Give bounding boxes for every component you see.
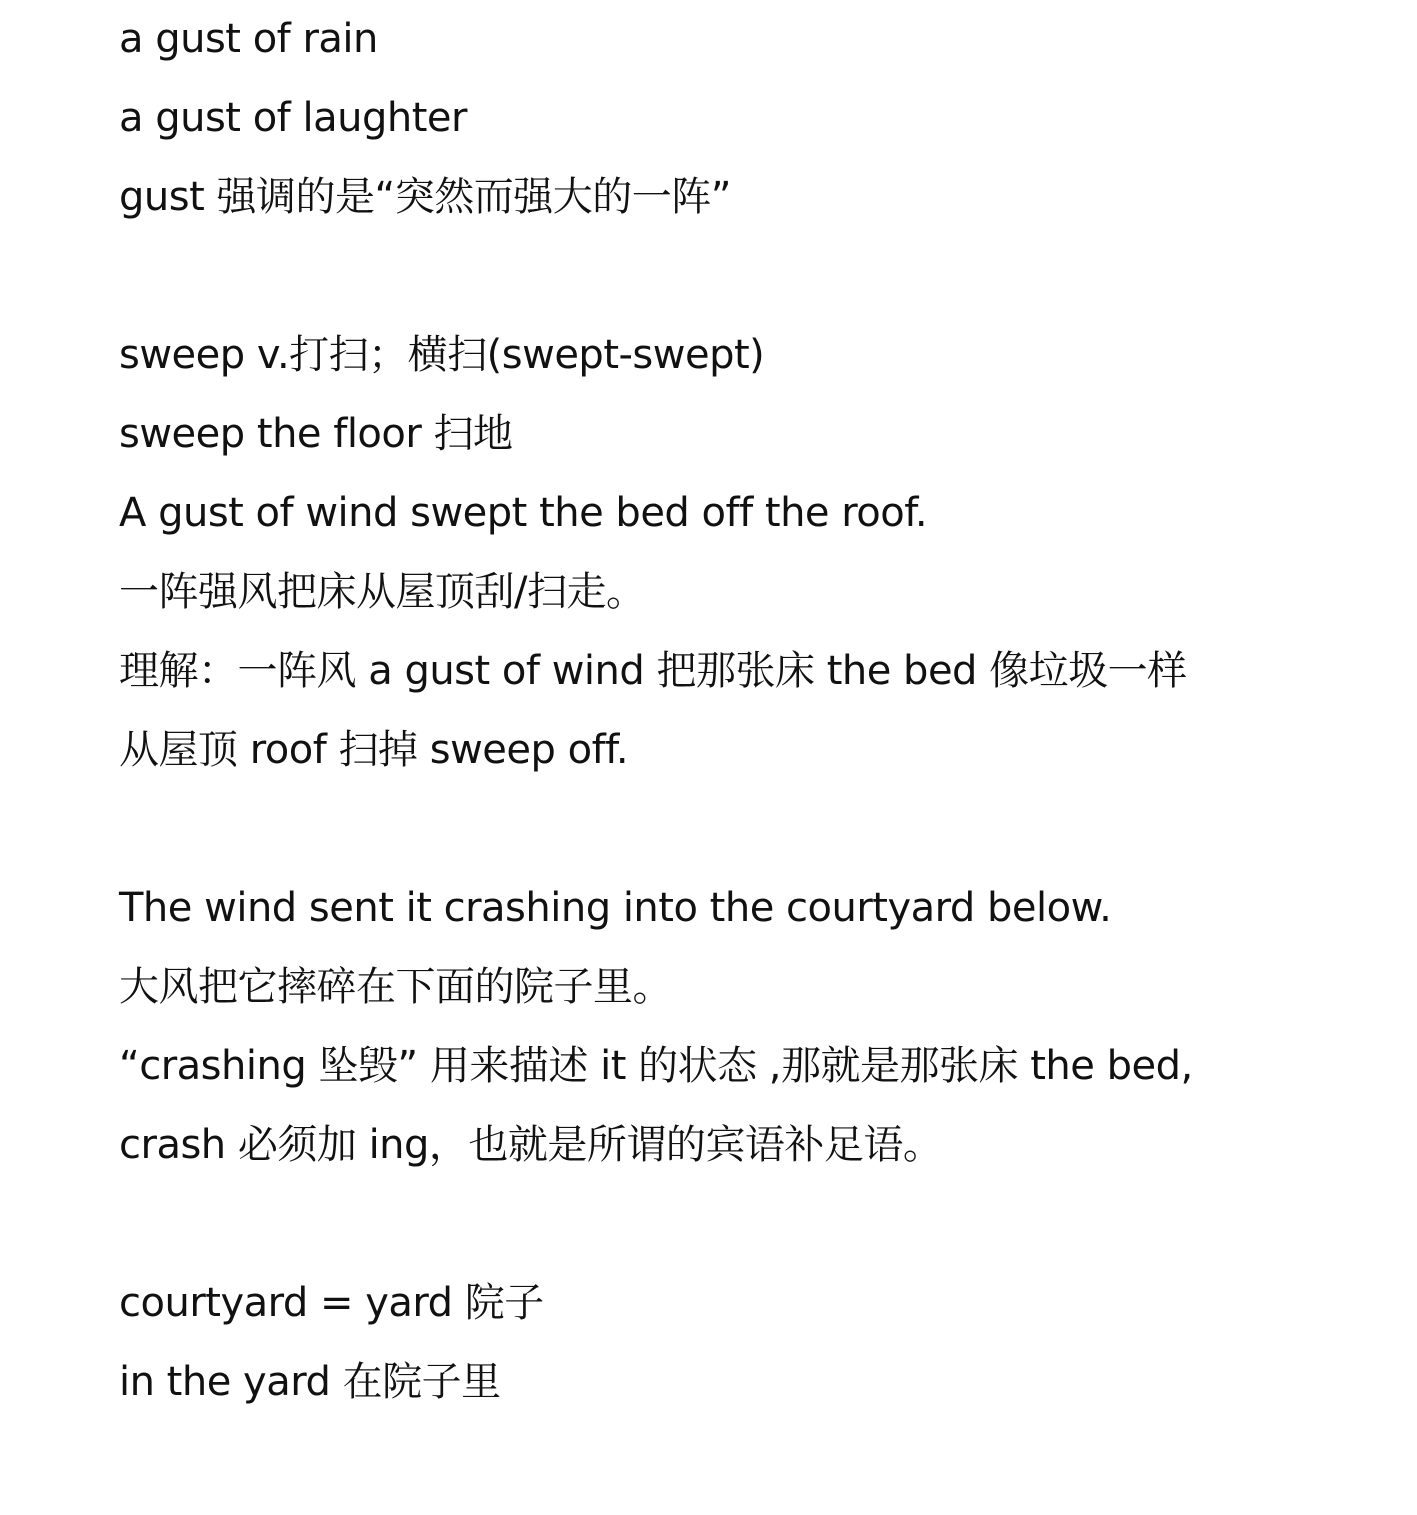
blank-line <box>119 1185 1319 1264</box>
text-line: courtyard = yard 院子 <box>119 1280 544 1326</box>
document-body <box>119 0 1319 1422</box>
text-line: sweep v.打扫；横扫(swept-swept) <box>119 332 765 378</box>
text-line: “crashing 坠毁” 用来描述 it 的状态 ,那就是那张床 the bed, <box>119 1043 1193 1089</box>
blank-line <box>119 237 1319 316</box>
text-line: a gust of rain <box>119 16 378 62</box>
text-line: gust 强调的是“突然而强大的一阵” <box>119 174 731 220</box>
text-line: 大风把它摔碎在下面的院子里。 <box>119 964 672 1010</box>
text-line: The wind sent it crashing into the courtyard below. <box>119 885 1112 931</box>
text-line: in the yard 在院子里 <box>119 1359 501 1405</box>
text-line: 从屋顶 roof 扫掉 sweep off. <box>119 727 629 773</box>
text-line: A gust of wind swept the bed off the roof. <box>119 490 928 536</box>
blank-line <box>119 790 1319 869</box>
text-line: 一阵强风把床从屋顶刮/扫走。 <box>119 569 646 615</box>
text-line: crash 必须加 ing，也就是所谓的宾语补足语。 <box>119 1122 943 1168</box>
text-line: sweep the floor 扫地 <box>119 411 513 457</box>
text-line: a gust of laughter <box>119 95 467 141</box>
text-line: 理解：一阵风 a gust of wind 把那张床 the bed 像垃圾一样 <box>119 648 1187 694</box>
